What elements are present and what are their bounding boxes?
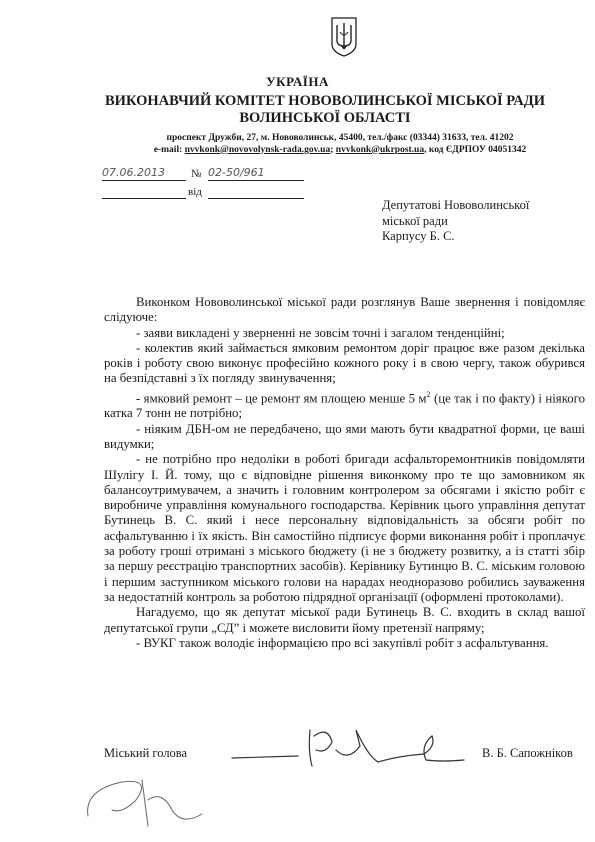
signatory-name: В. Б. Сапожніков: [482, 746, 573, 760]
handwritten-signature: [82, 770, 212, 832]
handwritten-signature: [228, 716, 468, 778]
paragraph: - колектив який займається ямковим ремонтом доріг працює вже разом декілька років і роботу свою виконує професійно кожного року і в свою чергу, також обурився на безпідставні з їх погляду звинувачення;: [104, 340, 585, 386]
recipient-name: Карпусу Б. С.: [382, 229, 455, 243]
letter-body: [104, 295, 585, 651]
email-link-1[interactable]: nvvkonk@novovolynsk-rada.gov.ua: [184, 144, 331, 155]
paragraph: - заяви викладені у зверненні не зовсім точні і загалом тенденційні;: [136, 325, 505, 340]
registration-date: 07.06.2013: [102, 166, 186, 181]
region-name: ВОЛИНСЬКОЇ ОБЛАСТІ: [239, 110, 411, 126]
paragraph: Виконком Нововолинської міської ради розглянув Ваше звернення і повідомляє слідуюче:: [104, 295, 585, 325]
signatory-position: Міський голова: [104, 746, 188, 760]
coat-of-arms-icon: [329, 16, 359, 58]
paragraph: - не потрібно про недоліки в роботі бригади асфальторемонтників повідомляти Шулігу І. Й. тому, що є відповідне рішення виконкому про те що замовником як балансоутримувачем, а значить і головним контролером за обсягами і якістю робіт є виробниче управління комунального господарства. Керівник цього управління депутат Бутинець В. С. який і несе персональну відповідальність за обсяги робіт по асфальтуванню і їх якість. Він самостійно підписує форми виконання робіт і проплачує за роботу гроші отримані з міського бюджету (і не з бюджету розвитку, а із статті збір за першу реєстрацію транспортних засобів). Керівнику Бутинцю В. С. міським головою і першим заступником міського голови на нарадах неодноразово робились зауваження за недостатній контроль за роботою підрядної організації (оформлені протоколами).: [104, 452, 585, 604]
edrpou-code: , код ЄДРПОУ 04051342: [424, 144, 527, 155]
blank-line: [208, 198, 304, 199]
email-prefix: e-mail:: [153, 144, 185, 155]
paragraph: [104, 387, 585, 422]
committee-title: [60, 93, 590, 127]
superscript: 2: [426, 389, 431, 399]
paragraph-text: - ямковий ремонт – це ремонт ям площею менше 5 м: [136, 391, 427, 406]
email-separator: ;: [330, 144, 336, 155]
paragraph: Нагадуємо, що як депутат міської ради Бутинець В. С. входить в склад вашої депутатської групи „СД” і можете висловити йому претензії напряму;: [104, 605, 585, 635]
address-line: проспект Дружби, 27, м. Нововолинськ, 45400, тел./факс (03344) 31633, тел. 41202: [166, 133, 514, 143]
recipient-block: [382, 198, 582, 245]
paragraph-text: (це так і по факту) і ніякого катка 7 тонн не потрібно;: [104, 391, 585, 421]
recipient-line: Депутатові Нововолинської: [382, 198, 530, 212]
email-link-2[interactable]: nvvkonk@ukrpost.ua: [335, 144, 425, 155]
contact-block: [90, 133, 590, 156]
registration-number: 02-50/961: [208, 166, 304, 181]
recipient-line: міської ради: [382, 213, 448, 228]
committee-name: ВИКОНАВЧИЙ КОМІТЕТ НОВОВОЛИНСЬКОЇ МІСЬКОЇ РАДИ: [105, 93, 545, 109]
from-label: від: [188, 186, 202, 198]
number-label: №: [191, 168, 202, 180]
blank-line: [102, 198, 186, 199]
email-line: [90, 145, 590, 157]
paragraph: - ніяким ДБН-ом не передбачено, що ями мають бути квадратної форми, це ваші видумки;: [104, 421, 585, 451]
paragraph: - ВУКГ також володіє інформацією про всі закупівлі робіт з асфальтування.: [136, 635, 549, 650]
country-title: УКРАЇНА: [266, 74, 329, 89]
